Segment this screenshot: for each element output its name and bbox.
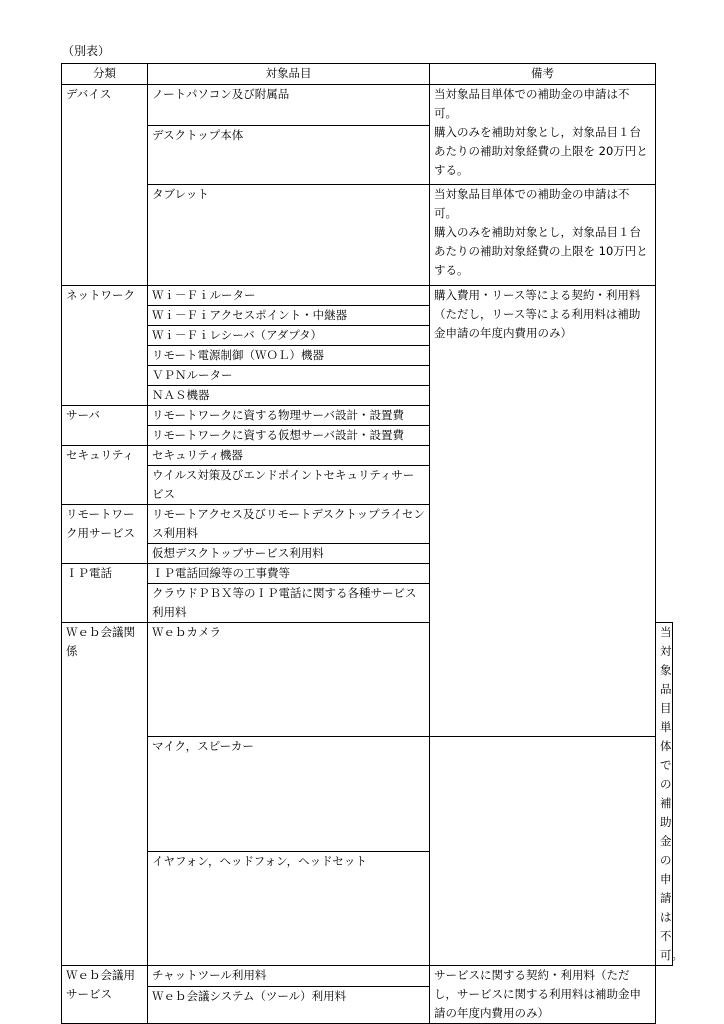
header-category: 分類: [62, 64, 148, 85]
item-remote-desktop-license: リモートアクセス及びリモートデスクトップライセンス利用料: [148, 505, 430, 544]
table-row: [62, 966, 673, 987]
category-security: セキュリティ: [62, 446, 148, 505]
item-web-camera: Ｗｅｂカメラ: [148, 623, 430, 737]
item-endpoint-security: ウイルス対策及びエンドポイントセキュリティサービス: [148, 466, 430, 505]
item-web-meeting-system: Ｗｅｂ会議システム（ツール）利用料: [148, 987, 430, 1024]
item-notebook: ノートパソコン及び附属品: [148, 85, 430, 126]
category-device: デバイス: [62, 85, 148, 286]
table-row: [62, 185, 673, 286]
note-tablet-standalone: 当対象品目単体での補助金の申請は不可。: [434, 187, 630, 220]
item-wol-device: リモート電源制御（ＷＯＬ）機器: [148, 346, 430, 366]
item-nas: ＮＡＳ機器: [148, 386, 430, 406]
item-tablet: タブレット: [148, 185, 430, 286]
note-standalone-not-allowed: 当対象品目単体での補助金の申請は不可。: [434, 87, 630, 120]
item-virtual-server: リモートワークに資する仮想サーバ設計・設置費: [148, 426, 430, 446]
category-ip-phone: ＩＰ電話: [62, 564, 148, 623]
item-physical-server: リモートワークに資する物理サーバ設計・設置費: [148, 406, 430, 426]
note-tablet: [430, 185, 656, 286]
category-server: サーバ: [62, 406, 148, 446]
item-earphones: イヤフォン，ヘッドフォン，ヘッドセット: [148, 851, 430, 965]
item-wifi-access-point: Ｗｉ－Ｆｉアクセスポイント・中継器: [148, 306, 430, 326]
item-wifi-receiver: Ｗｉ－Ｆｉレシーバ（アダプタ）: [148, 326, 430, 346]
item-security-device: セキュリティ機器: [148, 446, 430, 466]
table-row: [62, 286, 673, 306]
document-label: （別表）: [62, 44, 111, 58]
item-vpn-router: ＶＰＮルーター: [148, 366, 430, 386]
item-wifi-router: Ｗｉ－Ｆｉルーター: [148, 286, 430, 306]
item-desktop: デスクトップ本体: [148, 126, 430, 185]
note-service-contract: サービスに関する契約・利用料（ただし，サービスに関する利用料は補助金申請の年度内費用のみ）: [430, 966, 656, 1024]
header-note: 備考: [430, 64, 656, 85]
note-desktop-cap: 購入のみを補助対象とし，対象品目１台あたりの補助対象経費の上限を 20万円とする。: [434, 125, 648, 177]
table-row: [62, 85, 673, 126]
category-web-meeting-related: Ｗｅｂ会議関係: [62, 623, 148, 966]
header-item: 対象品目: [148, 64, 430, 85]
item-mic-speaker: マイク，スピーカー: [148, 737, 430, 851]
category-network: ネットワーク: [62, 286, 148, 406]
subsidy-items-table: [61, 63, 683, 1024]
note-tablet-cap: 購入のみを補助対象とし，対象品目１台あたりの補助対象経費の上限を 10万円とする。: [434, 225, 648, 277]
item-chat-tool: チャットツール利用料: [148, 966, 430, 987]
table-row: [62, 851, 673, 965]
table-row: [62, 737, 673, 851]
note-device-desktop: [430, 85, 656, 185]
category-remote-service: リモートワーク用サービス: [62, 505, 148, 564]
note-purchase-lease: 購入費用・リース等による契約・利用料（ただし，リース等による利用料は補助金申請の年度内費用のみ）: [430, 286, 656, 737]
category-web-meeting-service: Ｗｅｂ会議用サービス: [62, 966, 148, 1024]
table-header-row: [62, 64, 673, 85]
item-ip-line-work: ＩＰ電話回線等の工事費等: [148, 564, 430, 584]
item-virtual-desktop: 仮想デスクトップサービス利用料: [148, 544, 430, 564]
item-cloud-pbx: クラウドＰＢＸ等のＩＰ電話に関する各種サービス利用料: [148, 584, 430, 623]
note-web-meeting-standalone: 当対象品目単体での補助金の申請は不可。: [656, 623, 673, 966]
